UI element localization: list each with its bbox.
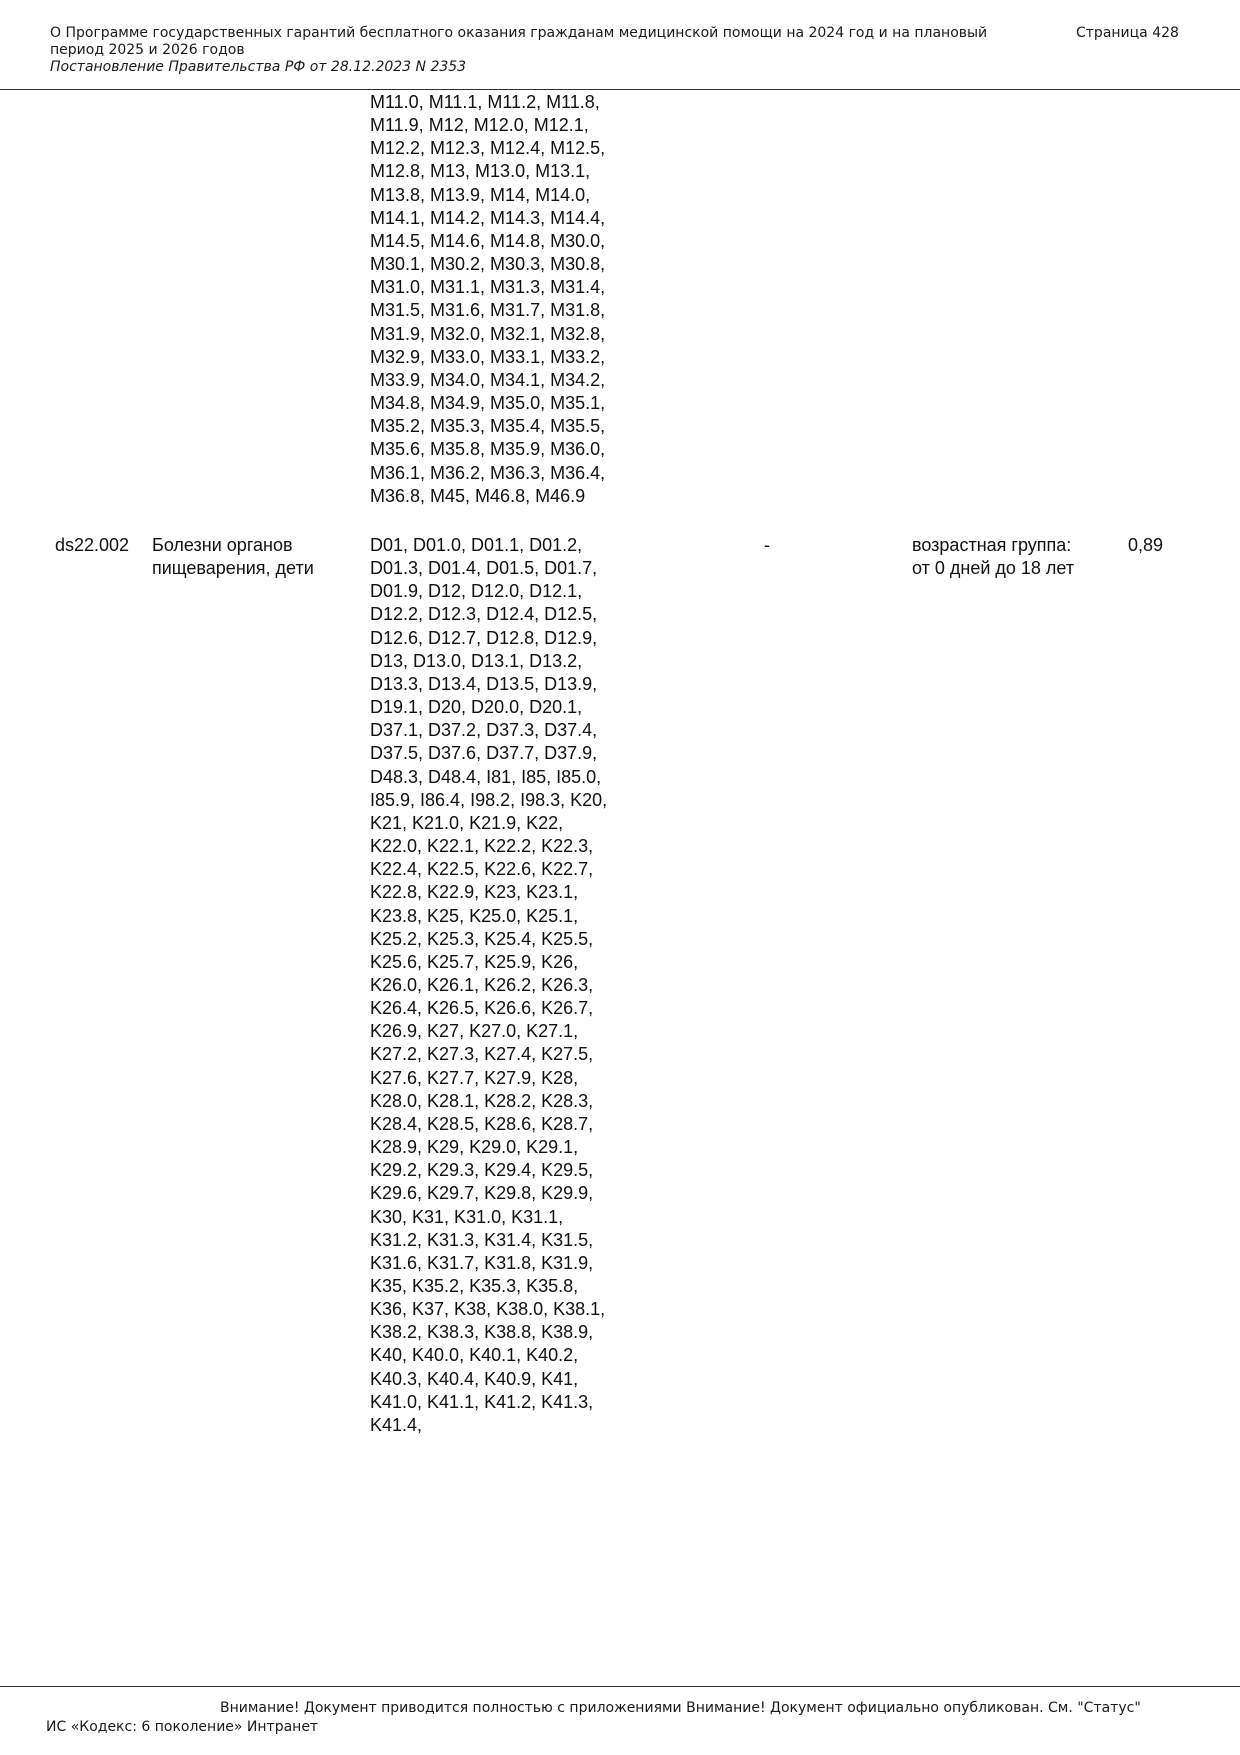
diagnosis-code-line: K27.2, K27.3, K27.4, K27.5, — [370, 1044, 594, 1065]
diagnosis-code-line: K26.9, K27, K27.0, K27.1, — [370, 1021, 579, 1042]
footer-source: ИС «Кодекс: 6 поколение» Интранет — [46, 1719, 319, 1735]
row-criteria-line-1: возрастная группа: — [912, 535, 1072, 555]
diagnosis-code-line: M13.8, M13.9, M14, M14.0, — [370, 184, 591, 205]
diagnosis-code-line: K40, K40.0, K40.1, K40.2, — [370, 1345, 579, 1366]
diagnosis-code-line: D12.2, D12.3, D12.4, D12.5, — [370, 604, 598, 625]
diagnosis-code-line: K35, K35.2, K35.3, K35.8, — [370, 1276, 579, 1296]
diagnosis-code-line: K28.9, K29, K29.0, K29.1, — [370, 1137, 579, 1158]
diagnosis-code-line: M14.1, M14.2, M14.3, M14.4, — [370, 207, 606, 228]
diagnosis-code-line: M35.6, M35.8, M35.9, M36.0, — [370, 439, 606, 460]
diagnosis-code-line: M36.8, M45, M46.8, M46.9 — [370, 485, 586, 506]
diagnosis-code-line: D13.3, D13.4, D13.5, D13.9, — [370, 673, 598, 694]
diagnosis-code-line: M11.0, M11.1, M11.2, M11.8, — [370, 92, 600, 112]
diagnosis-code-line: I85.9, I86.4, I98.2, I98.3, K20, — [370, 789, 608, 810]
row-group-name — [152, 534, 352, 580]
diagnosis-code-line: D01.3, D01.4, D01.5, D01.7, — [370, 558, 598, 579]
document-title — [50, 25, 1040, 76]
row-service-codes: - — [764, 535, 770, 555]
diagnosis-code-line: K22.0, K22.1, K22.2, K22.3, — [370, 836, 594, 857]
diagnosis-code-line: D12.6, D12.7, D12.8, D12.9, — [370, 627, 598, 648]
diagnosis-code-line: D01, D01.0, D01.1, D01.2, — [370, 535, 583, 555]
diagnosis-code-line: K30, K31, K31.0, K31.1, — [370, 1206, 564, 1227]
row-group-name-line-1: Болезни органов — [152, 535, 293, 555]
diagnosis-code-line: D48.3, D48.4, I81, I85, I85.0, — [370, 766, 602, 787]
page-header — [0, 0, 1240, 91]
diagnosis-code-line: K29.2, K29.3, K29.4, K29.5, — [370, 1160, 594, 1181]
page-number: Страница 428 — [1076, 25, 1179, 41]
diagnosis-code-line: M34.8, M34.9, M35.0, M35.1, — [370, 393, 606, 414]
diagnosis-code-line: M33.9, M34.0, M34.1, M34.2, — [370, 369, 606, 390]
row-criteria-line-2: от 0 дней до 18 лет — [912, 558, 1075, 579]
header-divider — [0, 89, 1240, 90]
diagnosis-code-line: D13, D13.0, D13.1, D13.2, — [370, 650, 583, 671]
diagnosis-code-line: D01.9, D12, D12.0, D12.1, — [370, 581, 583, 602]
row-diagnosis-codes — [370, 534, 640, 1437]
diagnosis-code-line: K31.6, K31.7, K31.8, K31.9, — [370, 1252, 594, 1273]
diagnosis-code-line: M31.9, M32.0, M32.1, M32.8, — [370, 323, 606, 344]
diagnosis-code-line: D19.1, D20, D20.0, D20.1, — [370, 697, 583, 718]
diagnosis-code-line: M12.8, M13, M13.0, M13.1, — [370, 161, 591, 182]
diagnosis-code-line: K27.6, K27.7, K27.9, K28, — [370, 1067, 579, 1088]
diagnosis-code-line: K29.6, K29.7, K29.8, K29.9, — [370, 1183, 594, 1204]
document-subtitle: Постановление Правительства РФ от 28.12.2023 N 2353 — [50, 59, 467, 75]
diagnosis-code-line: M31.0, M31.1, M31.3, M31.4, — [370, 277, 606, 298]
diagnosis-code-line: K38.2, K38.3, K38.8, K38.9, — [370, 1322, 594, 1343]
footer-divider — [0, 1686, 1240, 1687]
diagnosis-code-line: K25.2, K25.3, K25.4, K25.5, — [370, 928, 594, 949]
diagnosis-code-line: M36.1, M36.2, M36.3, M36.4, — [370, 462, 606, 483]
diagnosis-code-line: K28.0, K28.1, K28.2, K28.3, — [370, 1090, 594, 1111]
diagnosis-code-line: M12.2, M12.3, M12.4, M12.5, — [370, 138, 606, 159]
diagnosis-code-line: K41.4, — [370, 1414, 423, 1435]
diagnosis-code-line: D37.5, D37.6, D37.7, D37.9, — [370, 743, 598, 764]
continuation-diagnosis-codes — [370, 91, 640, 508]
diagnosis-code-line: K23.8, K25, K25.0, K25.1, — [370, 905, 579, 926]
row-additional-criteria — [912, 534, 1112, 580]
diagnosis-code-line: K41.0, K41.1, K41.2, K41.3, — [370, 1391, 594, 1412]
diagnosis-code-line: K26.4, K26.5, K26.6, K26.7, — [370, 998, 594, 1019]
diagnosis-code-line: K40.3, K40.4, K40.9, K41, — [370, 1368, 579, 1389]
diagnosis-code-line: M35.2, M35.3, M35.4, M35.5, — [370, 416, 606, 437]
diagnosis-code-line: K36, K37, K38, K38.0, K38.1, — [370, 1299, 606, 1320]
document-title-line-1: О Программе государственных гарантий бесплатного оказания гражданам медицинской помощи на 2024 год и на плановый — [50, 25, 988, 41]
row-group-code: ds22.002 — [55, 535, 130, 555]
diagnosis-code-line: K22.4, K22.5, K22.6, K22.7, — [370, 859, 594, 880]
row-group-name-line-2: пищеварения, дети — [152, 558, 314, 579]
diagnosis-code-line: M14.5, M14.6, M14.8, M30.0, — [370, 230, 606, 251]
footer-notice: Внимание! Документ приводится полностью с приложениями Внимание! Документ официально опубликован. См. "Статус" — [220, 1700, 1141, 1716]
diagnosis-code-line: M30.1, M30.2, M30.3, M30.8, — [370, 254, 606, 275]
document-title-line-2: период 2025 и 2026 годов — [50, 42, 245, 58]
diagnosis-code-line: M11.9, M12, M12.0, M12.1, — [370, 115, 589, 136]
row-coefficient: 0,89 — [1128, 535, 1164, 555]
diagnosis-code-line: K25.6, K25.7, K25.9, K26, — [370, 951, 579, 972]
diagnosis-code-line: K22.8, K22.9, K23, K23.1, — [370, 882, 579, 903]
diagnosis-code-line: K21, K21.0, K21.9, K22, — [370, 812, 564, 833]
page-footer — [0, 1686, 1240, 1755]
diagnosis-code-line: M32.9, M33.0, M33.1, M33.2, — [370, 346, 606, 367]
diagnosis-code-line: M31.5, M31.6, M31.7, M31.8, — [370, 300, 606, 321]
diagnosis-code-line: K31.2, K31.3, K31.4, K31.5, — [370, 1229, 594, 1250]
diagnosis-code-line: K26.0, K26.1, K26.2, K26.3, — [370, 974, 594, 995]
diagnosis-code-line: K28.4, K28.5, K28.6, K28.7, — [370, 1113, 594, 1134]
diagnosis-code-line: D37.1, D37.2, D37.3, D37.4, — [370, 720, 598, 741]
